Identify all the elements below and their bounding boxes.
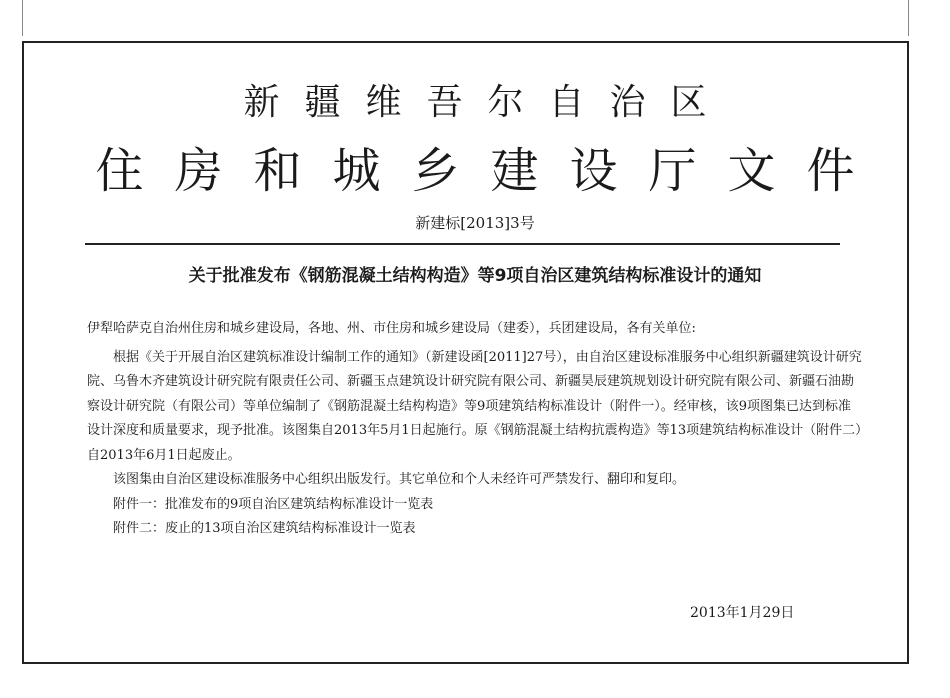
issue-date: 2013年1月29日 xyxy=(690,605,795,621)
issuer-region: 新疆维吾尔自治区 xyxy=(243,82,732,123)
salutation: 伊犁哈萨克自治州住房和城乡建设局，各地、州、市住房和城乡建设局（建委），兵团建设局，各有关单位: xyxy=(87,321,696,336)
document-number: 新建标[2013]3号 xyxy=(415,214,535,232)
attachment-1: 附件一：批准发布的9项自治区建筑结构标准设计一览表 xyxy=(113,496,434,512)
notice-title: 关于批准发布《钢筋混凝土结构构造》等9项自治区建筑结构标准设计的通知 xyxy=(188,266,762,286)
notice-body xyxy=(87,317,862,542)
attachment-2: 附件二：废止的13项自治区建筑结构标准设计一览表 xyxy=(113,521,416,536)
header-divider xyxy=(85,243,840,245)
crop-mark-right xyxy=(908,0,909,36)
paragraph-publication: 该图集由自治区建设标准服务中心组织出版发行。其它单位和个人未经许可严禁发行、翻印和复印。 xyxy=(113,472,686,487)
issuer-department: 住房和城乡建设厅文件 xyxy=(95,143,886,199)
crop-mark-left xyxy=(22,0,23,36)
paragraph-main: 根据《关于开展自治区建筑标准设计编制工作的通知》（新建设函[2011]27号），由自治区建设标准服务中心组织新疆建筑设计研究院、乌鲁木齐建筑设计研究院有限责任公司、新疆玉点建筑设计研究院有限公司、新疆昊辰建筑规划设计研究院有限公司、新疆石油勘察设计研究院（有限公司）等单位编制了《钢筋混凝土结构构造》等9项建筑结构标准设计（附件一）。经审核，该9项图集已达到标准设计深度和质量要求，现予批准。该图集自2013年5月1日起施行。原《钢筋混凝土结构抗震构造》等13项建筑结构标准设计（附件二）自2013年6月1日起废止。 xyxy=(87,349,862,463)
